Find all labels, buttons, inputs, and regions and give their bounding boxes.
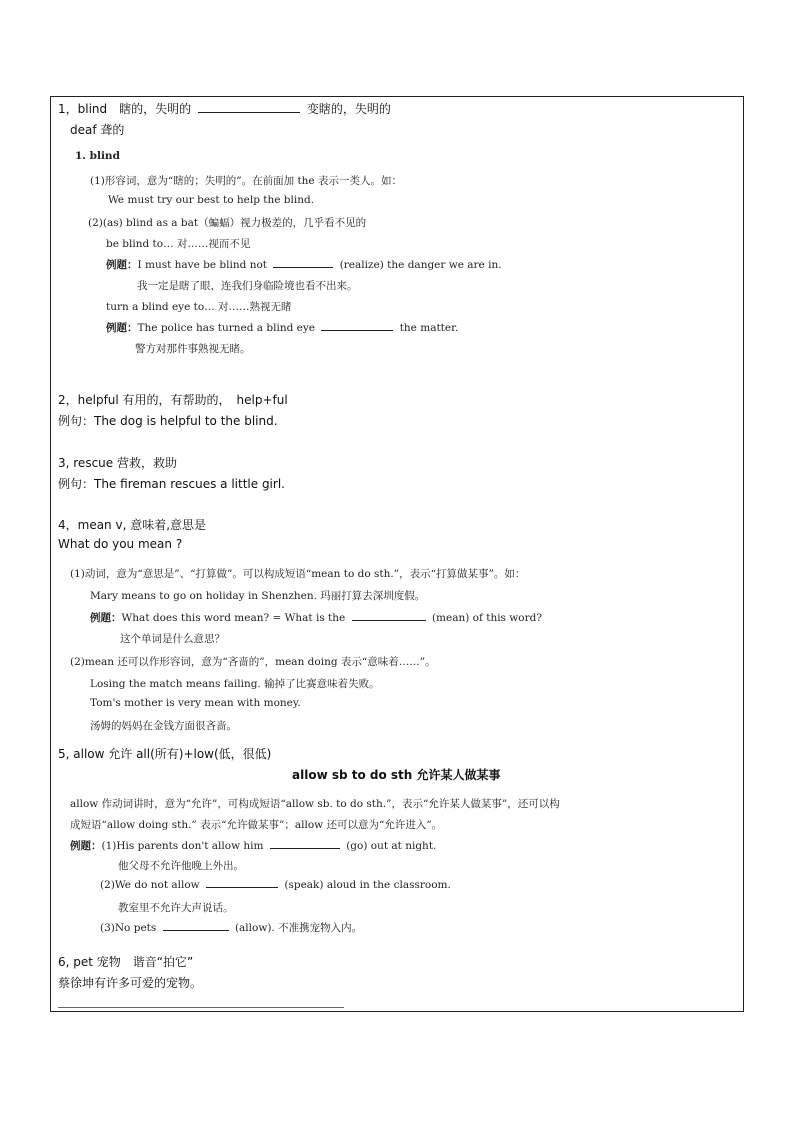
exercise-label: 例题： — [70, 840, 102, 852]
allow-definition-1: allow 作动词讲时，意为“允许”，可构成短语“allow sb. to do sth.”，表示“允许某人做某事”，还可以构 — [70, 798, 560, 810]
allow-exercise-3 — [100, 920, 362, 935]
exercise-text: (mean) of this word? — [431, 612, 542, 624]
definition-1: (1)形容词，意为“瞎的；失明的”。在前面加 the 表示一类人。如： — [90, 175, 402, 187]
exercise-2 — [106, 320, 458, 335]
section-3-example: 例句：The fireman rescues a little girl. — [58, 477, 285, 491]
exercise-label: 例题： — [106, 259, 138, 271]
exercise-label: 例题： — [90, 612, 122, 624]
phrase-turn-blind-eye: turn a blind eye to… 对……熟视无睹 — [106, 301, 292, 313]
mean-exercise-translation: 这个单词是什么意思？ — [120, 633, 225, 645]
allow-exercise-2-translation: 教室里不允许大声说话。 — [118, 902, 234, 914]
example-sentence: We must try our best to help the blind. — [108, 194, 315, 206]
exercise-text: (allow). 不准携宠物入内。 — [234, 922, 363, 934]
exercise-text: (go) out at night. — [346, 840, 437, 852]
section-4-question: What do you mean ? — [58, 537, 183, 551]
section-3-heading: 3, rescue 营救，救助 — [58, 456, 177, 470]
answer-blank — [198, 111, 300, 113]
allow-phrase-heading: allow sb to do sth 允许某人做某事 — [292, 768, 501, 782]
definition-2: (2)(as) blind as a bat（蝙蝠）视力极差的，几乎看不见的 — [88, 217, 367, 229]
exercise-text: (1)His parents don't allow him — [101, 840, 264, 852]
heading-text: 1，blind 瞎的，失明的 — [58, 102, 192, 116]
exercise-text: the matter. — [399, 322, 459, 334]
section-1-heading — [58, 100, 391, 117]
exercise-text: What does this word mean? = What is the — [121, 612, 346, 624]
exercise-1 — [106, 257, 502, 272]
exercise-text: (3)No pets — [100, 922, 157, 934]
exercise-text: (realize) the danger we are in. — [339, 259, 502, 271]
allow-exercise-1 — [70, 838, 436, 853]
exercise-text: The police has turned a blind eye — [137, 322, 316, 334]
book-title: 1. blind — [75, 150, 120, 162]
answer-blank — [273, 266, 333, 268]
section-2-heading: 2，helpful 有用的，有帮助的， help+ful — [58, 393, 288, 407]
exercise-text: (speak) aloud in the classroom. — [284, 879, 451, 891]
section-6-example: 蔡徐坤有许多可爱的宠物。 — [58, 976, 203, 990]
heading-after: 变瞎的，失明的 — [306, 102, 391, 116]
phrase-be-blind-to: be blind to… 对……视而不见 — [106, 238, 251, 250]
exercise-1-translation: 我一定是瞎了眼，连我们身临险境也看不出来。 — [137, 280, 358, 292]
exercise-text: I must have be blind not — [137, 259, 267, 271]
answer-blank — [352, 619, 426, 621]
section-1-line2: deaf 聋的 — [70, 123, 125, 137]
mean-exercise — [90, 610, 542, 625]
exercise-label: 例题： — [106, 322, 138, 334]
section-2-example: 例句：The dog is helpful to the blind. — [58, 414, 278, 428]
mean-definition-1: (1)动词，意为“意思是”、“打算做”。可以构成短语“mean to do sth.”，表示“打算做某事”。如： — [70, 568, 526, 580]
mean-definition-2: (2)mean 还可以作形容词，意为“吝啬的”，mean doing 表示“意味着……”。 — [70, 656, 436, 668]
allow-definition-2: 成短语“allow doing sth.” 表示“允许做某事”；allow 还可以意为“允许进入”。 — [70, 819, 443, 831]
mean-example-2: Losing the match means failing. 输掉了比赛意味着失败。 — [90, 678, 380, 690]
allow-exercise-2 — [100, 879, 451, 891]
content-box — [50, 96, 744, 1012]
exercise-text: (2)We do not allow — [100, 879, 200, 891]
answer-blank — [321, 329, 393, 331]
allow-exercise-1-translation: 他父母不允许他晚上外出。 — [118, 860, 244, 872]
mean-example-3-translation: 汤姆的妈妈在金钱方面很吝啬。 — [90, 720, 237, 732]
mean-example-1: Mary means to go on holiday in Shenzhen. 玛丽打算去深圳度假。 — [90, 590, 426, 602]
mean-example-3: Tom's mother is very mean with money. — [90, 697, 301, 709]
answer-blank — [163, 929, 229, 931]
answer-blank — [270, 847, 340, 849]
section-6-heading: 6, pet 宠物 谐音“拍它” — [58, 955, 194, 969]
section-5-heading: 5, allow 允许 all(所有)+low(低，很低) — [58, 747, 272, 761]
answer-blank — [206, 886, 278, 888]
section-4-heading: 4，mean v, 意味着,意思是 — [58, 518, 207, 532]
exercise-2-translation: 警方对那件事熟视无睹。 — [135, 343, 251, 355]
footer-divider — [58, 1007, 344, 1008]
